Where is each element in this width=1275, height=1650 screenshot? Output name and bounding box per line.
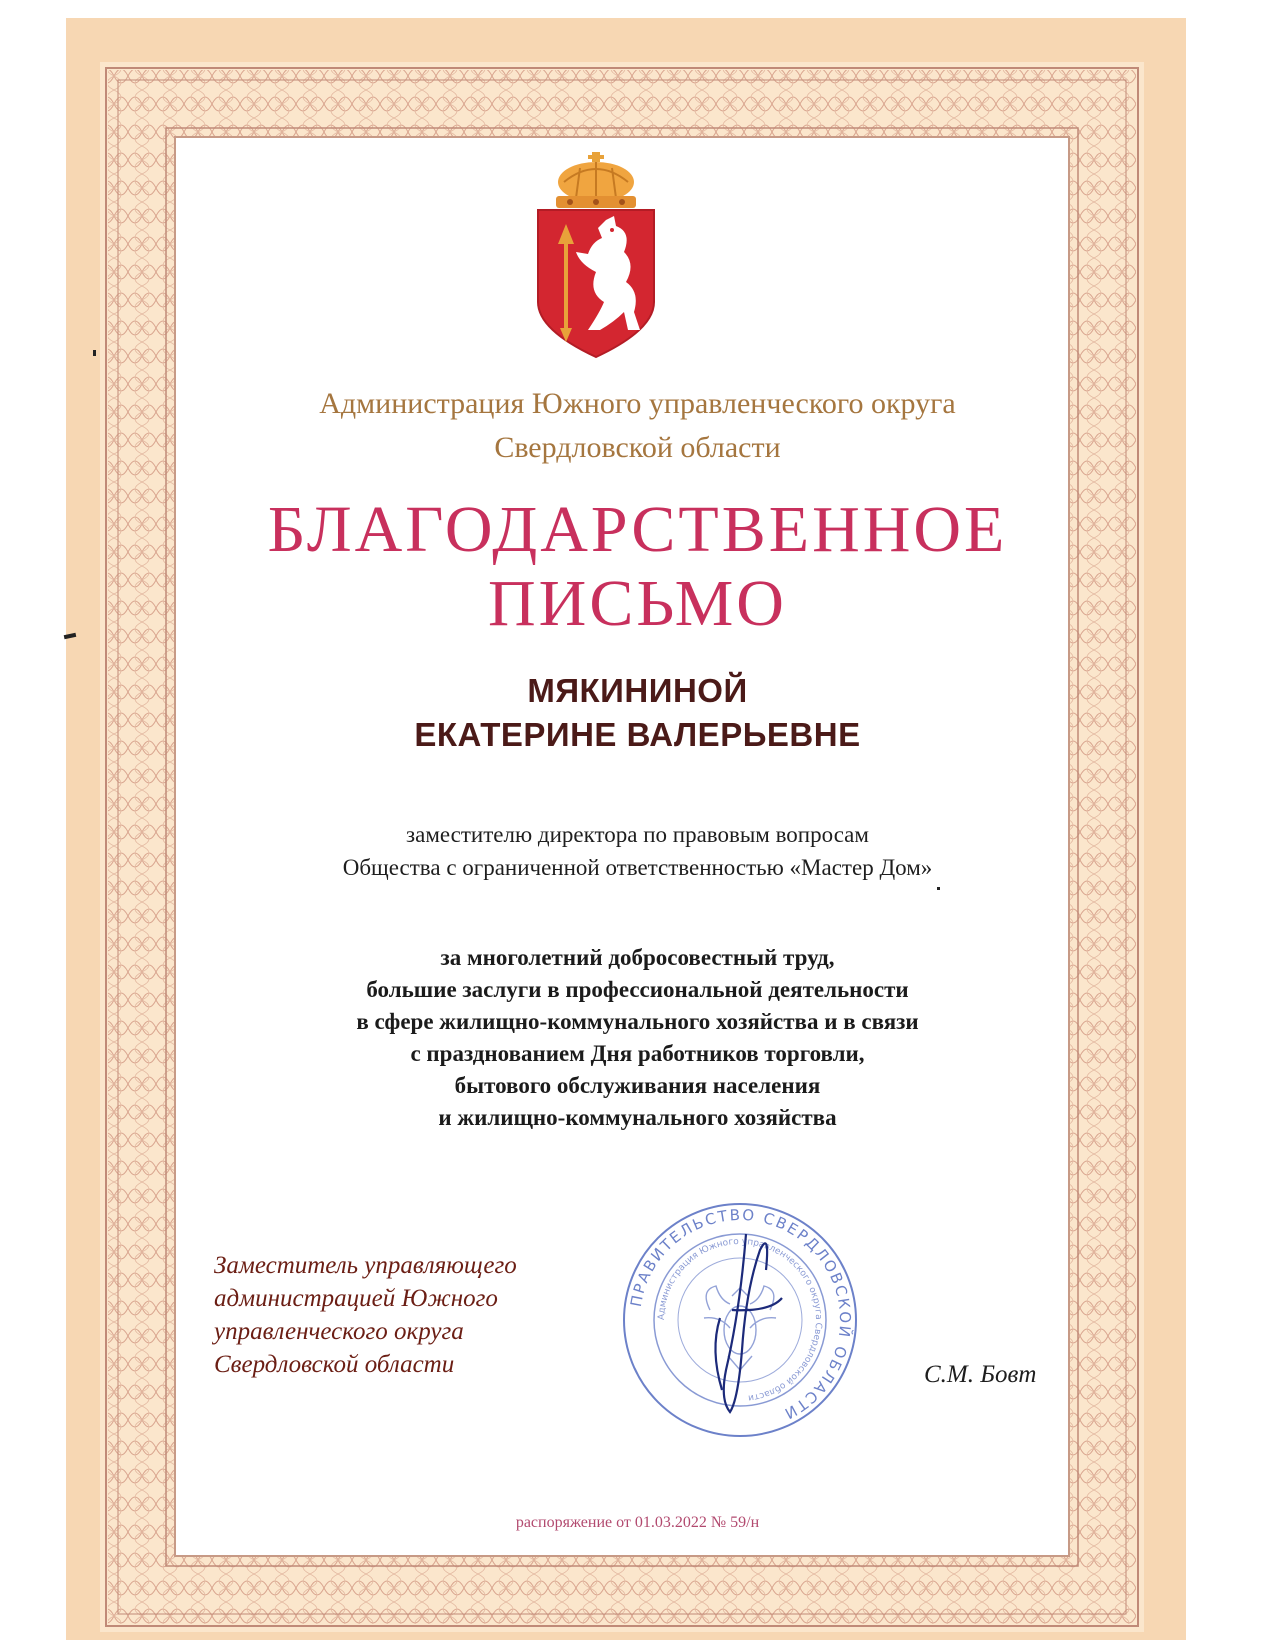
crown-icon	[556, 152, 636, 208]
coat-of-arms-emblem	[536, 152, 656, 362]
signer-line: Свердловской области	[214, 1351, 455, 1378]
recipient-position	[0, 818, 1275, 884]
issuer-line: Администрация Южного управленческого округа	[319, 387, 956, 420]
order-reference: распоряжение от 01.03.2022 № 59/н	[515, 1514, 760, 1531]
recipient-name	[0, 669, 1275, 757]
official-stamp	[620, 1200, 860, 1440]
document-title	[0, 493, 1275, 641]
stamp-outer-text: ПРАВИТЕЛЬСТВО СВЕРДЛОВСКОЙ ОБЛАСТИ	[626, 1205, 855, 1424]
title-line: БЛАГОДАРСТВЕННОЕ	[267, 493, 1008, 566]
recipient-line: ЕКАТЕРИНЕ ВАЛЕРЬЕВНЕ	[414, 716, 861, 753]
issuer-header	[0, 382, 1275, 470]
stamp-inner-text: Администрация Южного управленческого округа Свердловской области	[656, 1236, 824, 1403]
position-line: Общества с ограниченной ответственностью «Мастер Дом»	[342, 855, 933, 880]
signer-line: управленческого округа	[214, 1318, 464, 1345]
award-reason	[0, 942, 1275, 1134]
scan-speck	[937, 887, 940, 890]
reason-line: бытового обслуживания населения	[454, 1073, 821, 1098]
signer-line: Заместитель управляющего	[214, 1252, 517, 1279]
reason-line: в сфере жилищно-коммунального хозяйства и в связи	[356, 1009, 919, 1034]
recipient-line: МЯКИНИНОЙ	[527, 672, 748, 709]
reason-line: большие заслуги в профессиональной деятельности	[366, 977, 909, 1002]
signer-line: администрацией Южного	[214, 1285, 498, 1312]
signer-title	[214, 1249, 517, 1381]
issuer-line: Свердловской области	[494, 431, 781, 464]
reason-line: и жилищно-коммунального хозяйства	[438, 1105, 837, 1130]
title-line: ПИСЬМО	[488, 567, 787, 640]
signer-name: С.М. Бовт	[924, 1361, 1037, 1388]
position-line: заместителю директора по правовым вопросам	[406, 822, 869, 847]
reason-line: за многолетний добросовестный труд,	[440, 945, 835, 970]
reason-line: с празднованием Дня работников торговли,	[410, 1041, 865, 1066]
scan-speck	[93, 350, 96, 356]
